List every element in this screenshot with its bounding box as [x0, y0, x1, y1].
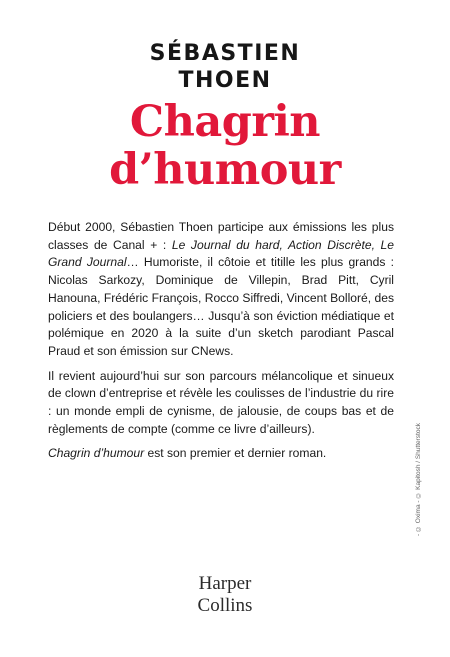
photo-credit: - © Oxima - © Kapitosh / Shutterstock: [415, 423, 422, 537]
blurb-paragraph-3: [48, 445, 394, 463]
blurb-intro: Début 2000, Sébastien Thoen participe aux émissions les plus classes de Canal + :: [48, 220, 394, 252]
back-cover-blurb: [48, 219, 394, 470]
publisher-logo-collins: Collins: [197, 595, 253, 616]
book-title-line-2: d’humour: [109, 145, 341, 195]
blurb-book-title: Chagrin d’humour: [48, 446, 145, 461]
blurb-career: … Humoriste, il côtoie et titille les plus grands : Nicolas Sarkozy, Dominique de Villepin, Brad Pitt, Cyril Hanouna, Frédéric François, Rocco Siffredi, Vincent Bolloré, des policiers et des boulangers… Jusqu’à son éviction médiatique et polémique en 2020 à la suite d’un sketch parodiant Pascal Praud et son émission sur CNews.: [48, 255, 395, 358]
publisher-logo-harper: Harper: [198, 573, 252, 594]
author-name-first: SÉBASTIEN: [149, 41, 301, 66]
blurb-paragraph-2: Il revient aujourd’hui sur son parcours mélancolique et sinueux de clown d’entreprise et révèle les coulisses de l’industrie du rire : un monde empli de cynisme, de jalousie, de coups bas et de règlements de compte (comme ce livre d’ailleurs).: [48, 368, 394, 436]
book-title-line-1: Chagrin: [129, 97, 321, 147]
blurb-show-titles: Le Journal du hard, Action Discrète, Le Grand Journal: [48, 237, 394, 270]
author-name-last: THOEN: [178, 68, 272, 93]
blurb-paragraph-1: [48, 219, 394, 361]
blurb-closing: est son premier et dernier roman.: [144, 446, 327, 461]
